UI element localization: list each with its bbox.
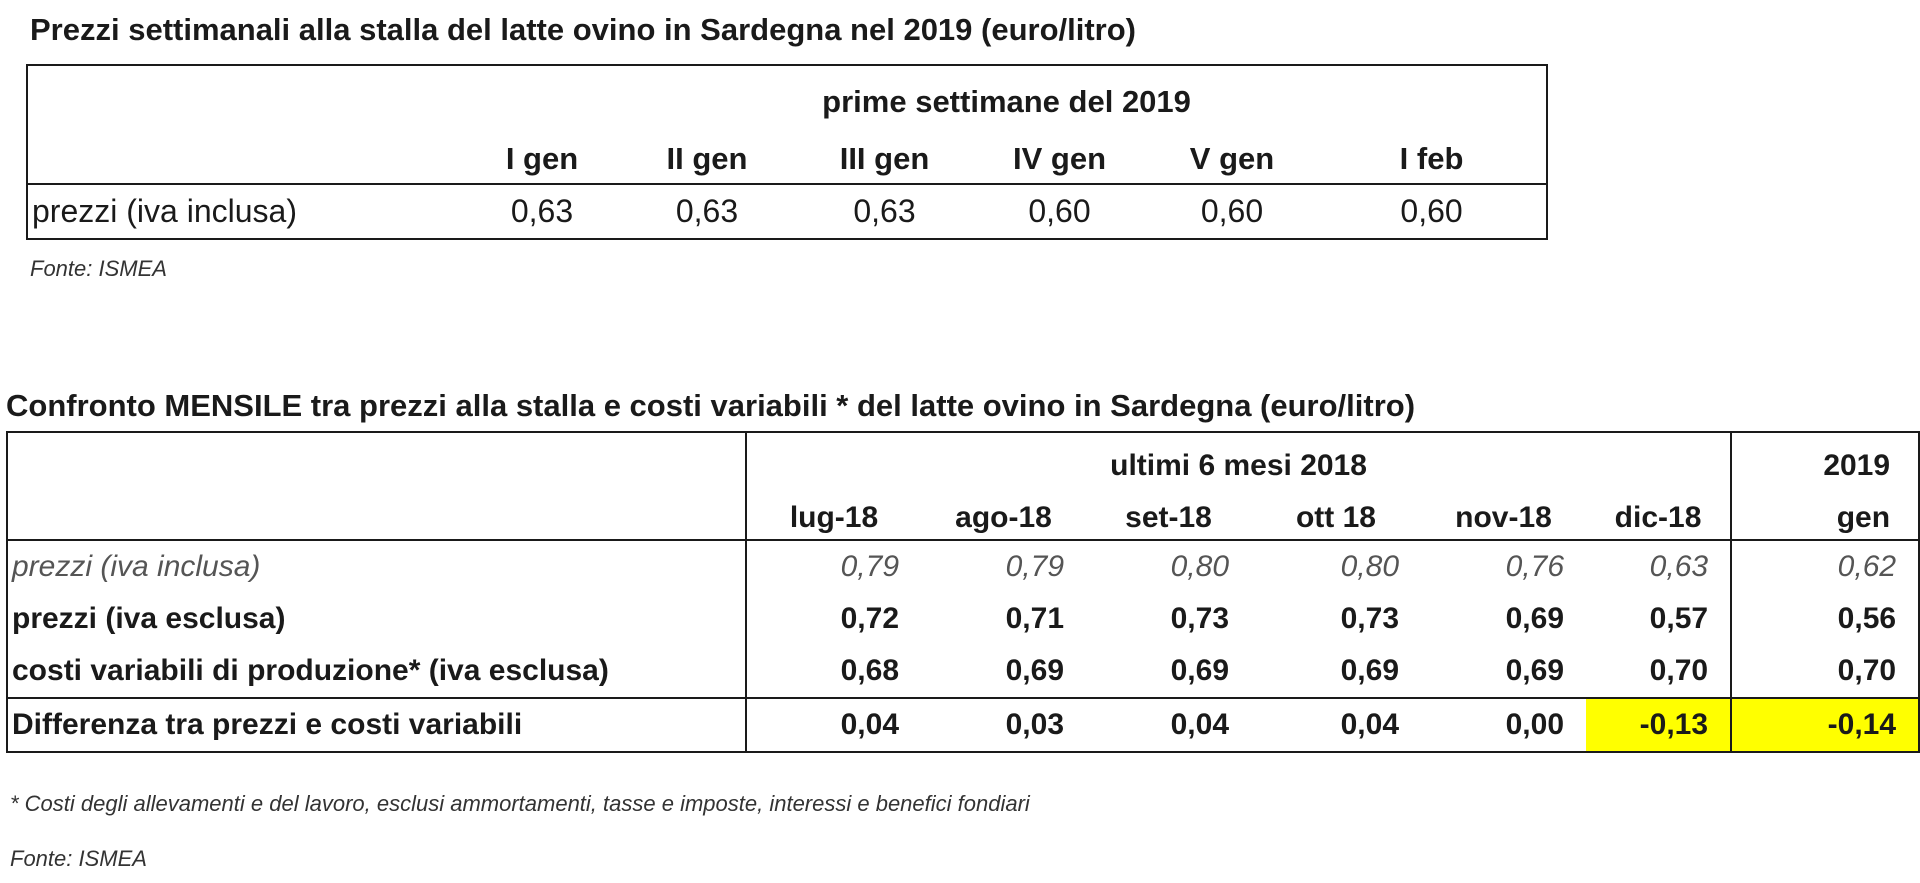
table-cell: 0,69 xyxy=(1340,654,1399,687)
column-header: dic-18 xyxy=(1614,501,1702,534)
column-header: nov-18 xyxy=(1455,501,1552,534)
table-cell: 0,62 xyxy=(1731,540,1919,593)
column-header: ago-18 xyxy=(955,501,1052,534)
table-cell: 0,04 xyxy=(1251,698,1421,752)
table-cell: 0,73 xyxy=(1340,602,1399,635)
table-cell: 0,60 xyxy=(972,184,1147,239)
highlighted-cell: -0,13 xyxy=(1586,698,1731,752)
table-cell: 0,76 xyxy=(1421,540,1586,593)
row-label: prezzi (iva inclusa) xyxy=(7,540,746,593)
table-cell: 0,80 xyxy=(1086,540,1251,593)
table-cell: 0,70 xyxy=(1731,645,1919,698)
column-header: IV gen xyxy=(1012,141,1106,176)
table-cell: 0,79 xyxy=(746,540,921,593)
table-cell: 0,70 xyxy=(1649,654,1709,687)
table-cell: 0,72 xyxy=(840,602,899,635)
table-cell: 0,57 xyxy=(1649,602,1709,635)
table-cell: 0,69 xyxy=(1170,654,1229,687)
column-header: II gen xyxy=(666,141,748,176)
footnote: * Costi degli allevamenti e del lavoro, esclusi ammortamenti, tasse e imposte, interessi e benefici fondiari xyxy=(10,791,1030,816)
row-label: prezzi (iva inclusa) xyxy=(27,184,467,239)
table2-title: Confronto MENSILE tra prezzi alla stalla e costi variabili * del latte ovino in Sardegna (euro/litro) xyxy=(6,388,1416,423)
table-row xyxy=(7,593,1919,645)
table-cell: 0,69 xyxy=(1505,654,1564,687)
column-header: gen xyxy=(1731,485,1919,540)
row-label: prezzi (iva esclusa) xyxy=(7,593,746,645)
table-cell: 0,69 xyxy=(1505,602,1564,635)
table-cell: 0,60 xyxy=(1317,184,1547,239)
table-row xyxy=(7,645,1919,698)
monthly-comparison-table xyxy=(6,431,1920,753)
year-header: 2019 xyxy=(1731,432,1919,485)
table1-title: Prezzi settimanali alla stalla del latte ovino in Sardegna nel 2019 (euro/litro) xyxy=(30,12,1137,47)
table-cell: 0,63 xyxy=(797,184,972,239)
column-header: III gen xyxy=(839,141,930,176)
table2-subheader: ultimi 6 mesi 2018 xyxy=(1110,449,1367,482)
column-header: V gen xyxy=(1189,141,1275,176)
table-cell: 0,71 xyxy=(1005,602,1064,635)
table-cell: 0,04 xyxy=(746,698,921,752)
column-header: set-18 xyxy=(1125,501,1212,534)
table-cell: 0,69 xyxy=(1005,654,1064,687)
table-cell: 0,56 xyxy=(1731,593,1919,645)
table-cell: 0,63 xyxy=(467,184,617,239)
table-cell: 0,03 xyxy=(921,698,1086,752)
column-header: I feb xyxy=(1399,141,1464,176)
table-cell: 0,60 xyxy=(1147,184,1317,239)
table-cell: 0,73 xyxy=(1170,602,1229,635)
weekly-prices-table xyxy=(26,64,1548,240)
column-header: I gen xyxy=(505,141,579,176)
table-cell: 0,79 xyxy=(921,540,1086,593)
table-cell: 0,00 xyxy=(1421,698,1586,752)
table-row xyxy=(7,540,1919,593)
row-label: Differenza tra prezzi e costi variabili xyxy=(7,698,746,752)
table-cell: 0,80 xyxy=(1251,540,1421,593)
table1-subheader: prime settimane del 2019 xyxy=(822,84,1191,119)
column-header: ott 18 xyxy=(1295,501,1376,534)
highlighted-cell: -0,14 xyxy=(1731,698,1919,752)
table-cell: 0,68 xyxy=(840,654,899,687)
table-row xyxy=(7,698,1919,752)
table-cell: 0,63 xyxy=(1586,540,1731,593)
table2-source: Fonte: ISMEA xyxy=(10,846,147,871)
table1-source: Fonte: ISMEA xyxy=(30,256,167,281)
table-row xyxy=(27,184,1547,239)
row-label: costi variabili di produzione* (iva esclusa) xyxy=(7,645,746,698)
table-cell: 0,63 xyxy=(617,184,797,239)
table-cell: 0,04 xyxy=(1086,698,1251,752)
column-header: lug-18 xyxy=(789,501,879,534)
